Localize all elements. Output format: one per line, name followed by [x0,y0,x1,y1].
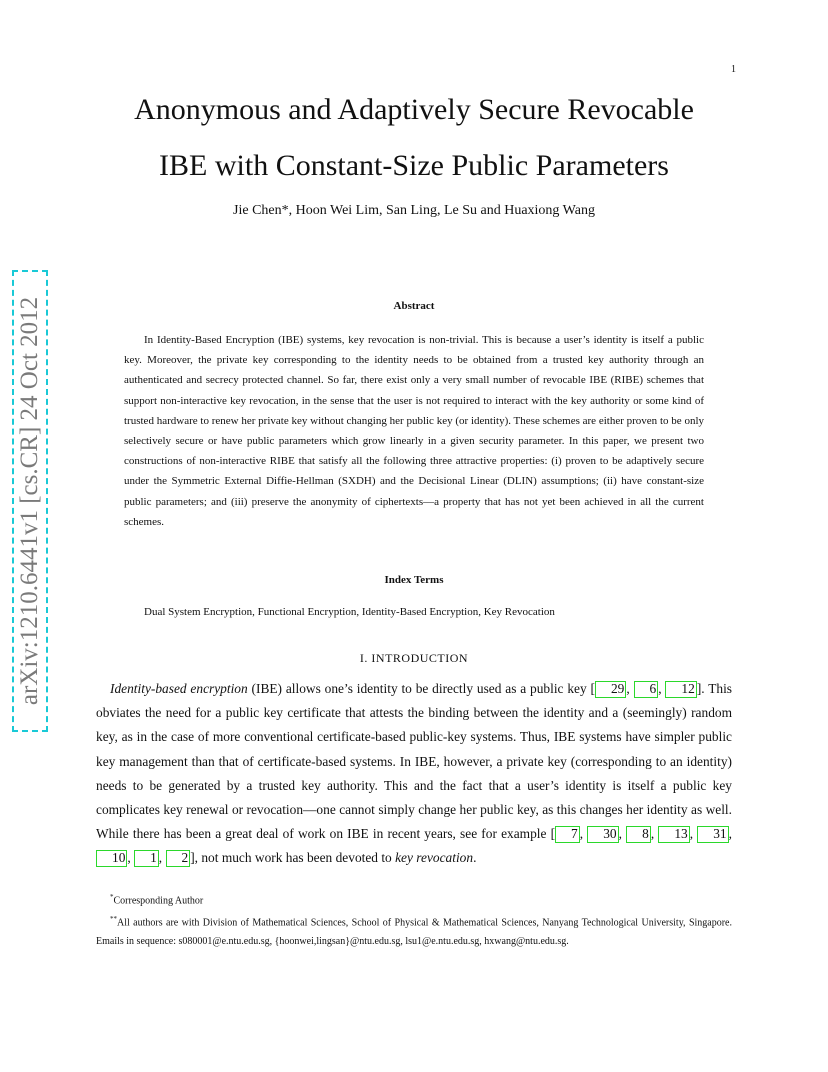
citation-link[interactable]: 1 [134,850,159,867]
index-terms: Dual System Encryption, Functional Encryption, Identity-Based Encryption, Key Revocation [144,606,555,618]
citation-link[interactable]: 13 [658,826,689,843]
citation-link[interactable]: 10 [96,850,127,867]
citation-link[interactable]: 2 [166,850,191,867]
term-identity-based-encryption: Identity-based encryption [110,681,248,696]
footnote-1: *Corresponding Author [110,893,204,907]
intro-text-2: ]. This obviates the need for a public key certificate that attests the binding between the identity and a (seemingly) random key, as in the case of more conventional certificate-based public-key systems. Thus, IBE systems have simpler public key management than that of certificate-based systems. In IBE, however, a private key (corresponding to an identity) needs to be generated by a trusted key authority. This and the fact that a user’s identity is itself a public key complicates key renewal or revocation—one cannot simply change her public key, as this changes her identity as well. While there has been a great deal of work on IBE in recent years, see for example [ [96,681,733,842]
citation-link[interactable]: 29 [595,681,626,698]
citation-link[interactable]: 6 [634,681,659,698]
section-heading: I. INTRODUCTION [359,651,469,665]
author-list: Jie Chen*, Hoon Wei Lim, San Ling, Le Su and Huaxiong Wang [233,203,595,218]
citation-link[interactable]: 8 [626,826,651,843]
abstract-heading: Abstract [393,300,435,312]
abstract-body: In Identity-Based Encryption (IBE) systems, key revocation is non-trivial. This is because a user’s identity is itself a public key. Moreover, the private key corresponding to the identity needs to be obtained from a trusted key authority through an authenticated and secrecy protected channel. So far, there exist only a very small number of revocable IBE (RIBE) schemes that support non-interactive key revocation, in the sense that the user is not required to interact with the key authority or some kind of trusted hardware to renew her private key without changing her public key (or identity). These schemes are either proven to be only selectively secure or have public parameters which grow linearly in a given security parameter. In this paper, we present two constructions of non-interactive RIBE that satisfy all the following three attractive properties: (i) proven to be adaptively secure under the Symmetric External Diffie-Hellman (SXDH) and the Decisional Linear (DLIN) assumptions; (ii) have constant-size public parameters; and (iii) preserve the anonymity of ciphertexts—a property that has not yet been achieved in all the current schemes. [124,334,704,528]
intro-text-4: . [473,850,477,866]
footnote-2: **All authors are with Division of Mathematical Sciences, School of Physical & Mathematical Sciences, Nanyang Technological University, Singapore. Emails in sequence: s080001@e.ntu.edu.sg, {hoonwei,lingsan}@ntu.edu.sg, lsu1@e.ntu.edu.sg, hxwang@ntu.edu.sg. [96,915,732,947]
arxiv-stamp[interactable] [12,270,48,732]
paper-title [60,82,768,194]
intro-text-3: ], not much work has been devoted to [190,850,396,866]
intro-text-1: (IBE) allows one’s identity to be directly used as a public key [ [247,681,595,696]
title-line-1: Anonymous and Adaptively Secure Revocable [134,93,694,126]
citation-link[interactable]: 30 [587,826,618,843]
index-terms-heading: Index Terms [384,574,444,586]
citation-link[interactable]: 12 [665,681,696,698]
citation-link[interactable]: 7 [555,826,580,843]
citation-link[interactable]: 31 [697,826,728,843]
footnote-2-text: All authors are with Division of Mathematical Sciences, School of Physical & Mathematical Sciences, Nanyang Technological University, Singapore. Emails in sequence: s080001@e.ntu.edu.sg, {hoonwei,lingsan}@ntu.edu.sg, lsu1@e.ntu.edu.sg, hxwang@ntu.edu.sg. [96,917,732,947]
page-number: 1 [731,64,736,75]
arxiv-identifier: arXiv:1210.6441v1 [cs.CR] 24 Oct 2012 [16,296,43,706]
term-key-revocation: key revocation [395,850,474,866]
footnote-1-text: Corresponding Author [113,895,204,907]
title-line-2: IBE with Constant-Size Public Parameters [159,149,669,182]
introduction-paragraph: Identity-based encryption (IBE) allows one’s identity to be directly used as a public key [ 29 , 6 , 12 ]. This obviates the need for a public key certificate that attests the binding between the identity and a (seemingly) random key, as in the case of more conventional certificate-based public-key systems. Thus, IBE systems have simpler public key management than that of certificate-based systems. In IBE, however, a private key (corresponding to an identity) needs to be generated by a trusted key authority. This and the fact that a user’s identity is itself a public key complicates key renewal or revocation—one cannot simply change her public key, as this changes her identity as well. While there has been a great deal of work on IBE in recent years, see for example [ 7 , 30 , 8 , 13 , 31 , 10 , 1 , 2 ], not much work has been devoted to key revocation. [96,681,733,866]
footnotes [96,888,732,951]
